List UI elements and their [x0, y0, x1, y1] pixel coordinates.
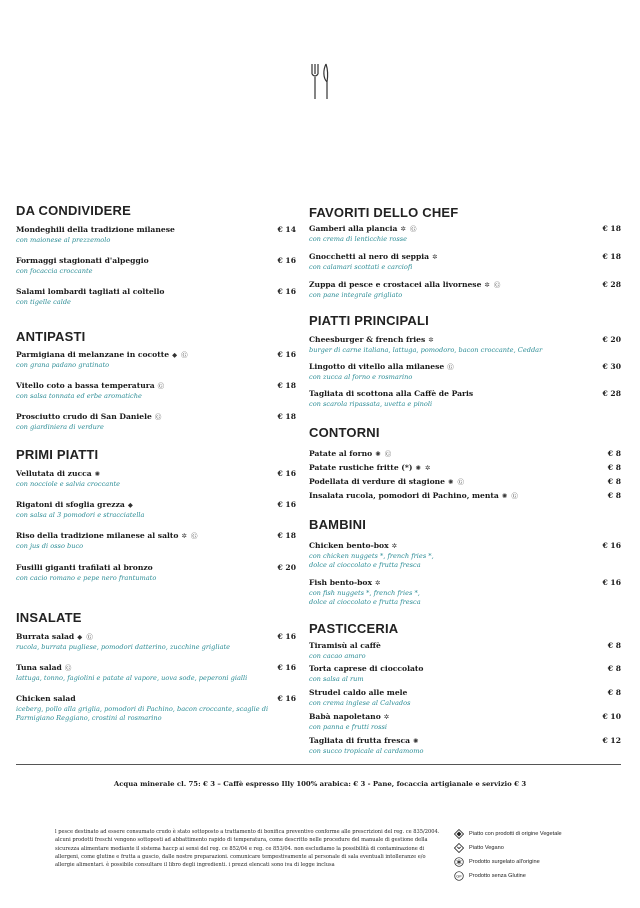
item-name-line	[16, 531, 296, 541]
item-price: € 18	[277, 531, 296, 540]
item-name-line	[16, 225, 296, 235]
item-name-line	[309, 463, 621, 473]
dietary-tags-icon: ◆ Ⓖ	[172, 351, 189, 359]
item-price: € 16	[277, 694, 296, 703]
item-description: con scarola ripassata, uvetta e pinoli	[309, 400, 433, 408]
item-description: con fish nuggets *, french fries *,	[309, 589, 420, 597]
dietary-tags-icon: ✺ Ⓖ	[501, 492, 519, 500]
item-price: € 30	[602, 362, 621, 371]
dietary-tags-icon: ◆	[127, 501, 134, 509]
menu-item	[309, 664, 621, 684]
item-name-line	[16, 694, 296, 704]
item-name: Formaggi stagionati d'alpeggio	[16, 256, 149, 265]
item-description: con jus di osso buco	[16, 542, 84, 550]
dietary-tags-icon: ✲ Ⓖ	[181, 532, 199, 540]
item-name: Salami lombardi tagliati al coltello	[16, 287, 165, 296]
item-price: € 14	[277, 225, 296, 234]
item-price: € 8	[607, 491, 621, 500]
menu-item	[309, 541, 621, 569]
item-name-line	[309, 252, 621, 262]
item-name-line	[309, 389, 621, 399]
item-name-line	[16, 663, 296, 673]
item-description: con salsa al 3 pomodori e stracciatella	[16, 511, 145, 519]
dietary-tags-icon: ✺	[94, 470, 102, 478]
menu-item	[309, 252, 621, 272]
item-name: Zuppa di pesce e crostacei alla livornese	[309, 280, 482, 289]
dietary-tags-icon: ✲	[375, 579, 382, 587]
menu-item	[309, 578, 621, 606]
dietary-tags-icon: ✲	[391, 542, 399, 550]
item-description: con cacio romano e pepe nero frantumato	[16, 574, 157, 582]
section-title: PRIMI PIATTI	[16, 447, 99, 462]
item-price: € 16	[277, 663, 296, 672]
item-name-line	[16, 469, 296, 479]
item-name: Riso della tradizione milanese al salto	[16, 531, 179, 540]
item-price: € 8	[607, 477, 621, 486]
legend-label: Piatto con prodotti di origine Vegetale	[469, 831, 562, 837]
item-description: con pane integrale grigliato	[309, 291, 403, 299]
item-description: con maionese al prezzemolo	[16, 236, 111, 244]
menu-item	[309, 477, 621, 487]
dietary-tags-icon: ✲	[383, 713, 391, 721]
menu-item	[16, 225, 296, 245]
item-price: € 16	[277, 500, 296, 509]
item-price: € 18	[277, 412, 296, 421]
item-description: rucola, burrata pugliese, pomodori datterino, zucchine grigliate	[16, 643, 231, 651]
item-name: Podellata di verdure di stagione	[309, 477, 446, 486]
item-description: con crema inglese al Calvados	[309, 699, 411, 707]
item-price: € 8	[607, 641, 621, 650]
item-name-line	[309, 688, 621, 698]
item-name: Chicken bento-box	[309, 541, 389, 550]
item-name: Cheesburger & french fries	[309, 335, 426, 344]
item-name: Fish bento-box	[309, 578, 373, 587]
section-title: INSALATE	[16, 610, 82, 625]
menu-item	[16, 256, 296, 276]
section-title: CONTORNI	[309, 425, 380, 440]
item-name: Torta caprese di cioccolato	[309, 664, 424, 673]
item-name: Tagliata di scottona alla Caffè de Paris	[309, 389, 474, 398]
menu-item	[16, 663, 296, 683]
item-price: € 8	[607, 664, 621, 673]
menu-item	[309, 491, 621, 501]
item-price: € 20	[277, 563, 296, 572]
item-description: dolce al cioccolato e frutta fresca	[309, 597, 421, 606]
footer-divider	[16, 764, 621, 765]
item-name-line	[16, 632, 296, 642]
menu-item	[16, 694, 296, 722]
item-price: € 18	[277, 381, 296, 390]
dietary-tags-icon: ✺ Ⓖ	[375, 450, 393, 458]
item-name: Burrata salad	[16, 632, 75, 641]
item-name: Rigatoni di sfoglia grezza	[16, 500, 125, 509]
item-price: € 16	[277, 350, 296, 359]
item-name-line	[16, 500, 296, 510]
item-name: Patate rustiche fritte (*)	[309, 463, 413, 472]
item-name-line	[309, 578, 621, 588]
menu-item	[309, 335, 621, 355]
menu-item	[309, 224, 621, 244]
item-name: Strudel caldo alle mele	[309, 688, 408, 697]
item-description: con panna e frutti rossi	[309, 723, 388, 731]
item-name-line	[16, 287, 296, 297]
dietary-tags-icon: Ⓖ	[64, 664, 73, 672]
item-price: € 16	[277, 287, 296, 296]
item-description: con nocciole e salvia croccante	[16, 480, 121, 488]
section-title: BAMBINI	[309, 517, 367, 532]
menu-item	[309, 362, 621, 382]
item-description: con zucca al forno e rosmarino	[309, 373, 413, 381]
section-title: ANTIPASTI	[16, 329, 86, 344]
item-name-line	[16, 381, 296, 391]
legend-item	[454, 827, 624, 841]
menu-item	[309, 712, 621, 732]
item-name-line	[309, 541, 621, 551]
dietary-tags-icon: ✺ ✲	[415, 464, 432, 472]
section-title: DA CONDIVIDERE	[16, 203, 131, 218]
item-name: Parmigiana di melanzane in cocotte	[16, 350, 170, 359]
dietary-tags-icon: Ⓖ	[447, 363, 455, 371]
item-name: Fusilli giganti trafilati al bronzo	[16, 563, 153, 572]
item-name-line	[309, 449, 621, 459]
item-description: con salsa al rum	[309, 675, 364, 683]
dietary-tags-icon: ✲	[428, 336, 435, 344]
svg-text:GF: GF	[456, 873, 462, 879]
menu-item	[16, 381, 296, 401]
item-name: Gnocchetti al nero di seppia	[309, 252, 430, 261]
dietary-tags-icon: ✺ Ⓖ	[448, 478, 466, 486]
item-price: € 16	[602, 541, 621, 550]
item-description: burger di carne italiana, lattuga, pomodoro, bacon croccante, Ceddar	[309, 346, 543, 354]
frozen-icon	[454, 857, 464, 867]
item-price: € 16	[602, 578, 621, 587]
item-description: con cacao amaro	[309, 652, 366, 660]
item-price: € 16	[277, 469, 296, 478]
gluten-free-icon	[454, 871, 464, 881]
menu-item	[16, 632, 296, 652]
item-name: Insalata rucola, pomodori di Pachino, menta	[309, 491, 499, 500]
item-description: dolce al cioccolato e frutta fresca	[309, 560, 421, 569]
dietary-tags-icon: Ⓖ	[157, 382, 166, 390]
vegan-icon	[454, 843, 464, 853]
item-description: con focaccia croccante	[16, 267, 93, 275]
item-name-line	[309, 280, 621, 290]
item-name-line	[16, 412, 296, 422]
menu-item	[16, 563, 296, 583]
dietary-tags-icon: ✲ Ⓖ	[484, 281, 502, 289]
item-price: € 12	[602, 736, 621, 745]
item-description: con chicken nuggets *, french fries *,	[309, 552, 434, 560]
dietary-tags-icon: Ⓖ	[154, 413, 163, 421]
menu-item	[309, 463, 621, 473]
legend-label: Prodotto senza Glutine	[469, 873, 526, 879]
item-name-line	[16, 350, 296, 360]
menu-item	[16, 287, 296, 307]
item-name: Gamberi alla plancia	[309, 224, 398, 233]
menu-item	[309, 389, 621, 409]
item-description: iceberg, pollo alla griglia, pomodori di Pachino, bacon croccante, scaglie di	[16, 705, 269, 713]
item-description: con calamari scottati e carciofi	[309, 263, 413, 271]
item-price: € 20	[602, 335, 621, 344]
legend-label: Piatto Vegano	[469, 845, 504, 851]
item-description: lattuga, tonno, fagiolini e patate al vapore, uova sode, peperoni gialli	[16, 674, 248, 682]
menu-item	[309, 736, 621, 756]
item-name-line	[309, 477, 621, 487]
menu-item	[16, 350, 296, 370]
item-name-line	[16, 256, 296, 266]
section-title: PASTICCERIA	[309, 621, 399, 636]
item-name-line	[309, 712, 621, 722]
item-name: Vitello coto a bassa temperatura	[16, 381, 155, 390]
item-name: Tiramisù al caffè	[309, 641, 381, 650]
item-price: € 28	[602, 280, 621, 289]
section-title: FAVORITI DELLO CHEF	[309, 205, 459, 220]
item-name: Chicken salad	[16, 694, 76, 703]
item-name-line	[309, 335, 621, 345]
legend-item	[454, 841, 624, 855]
menu-item	[309, 641, 621, 661]
dietary-tags-icon: ✲	[432, 253, 439, 261]
item-name: Vellutata di zucca	[16, 469, 92, 478]
item-description: con salsa tonnata ed erbe aromatiche	[16, 392, 142, 400]
item-name-line	[309, 736, 621, 746]
item-name: Prosciutto crudo di San Daniele	[16, 412, 152, 421]
legend-label: Prodotto surgelato all'origine	[469, 859, 540, 865]
item-name: Babà napoletano	[309, 712, 381, 721]
item-name: Lingotto di vitello alla milanese	[309, 362, 445, 371]
item-price: € 16	[277, 256, 296, 265]
item-price: € 8	[607, 688, 621, 697]
item-name-line	[309, 491, 621, 501]
item-description: Parmigiano Reggiano, crostini al rosmarino	[16, 713, 162, 722]
legal-notice: l pesce destinato ad essere consumato crudo è stato sottoposto a trattamento di bonifica preventivo conforme alle prescrizioni del reg. ce 835/2004. alcuni prodotti freschi vengono sottoposti ad abbattimento rapido di temperatura, come descritto nelle procedure del manuale di gestione della sicurezza alimentare mediante il sistema haccp ai sensi del reg. ce 852/04 e reg. ce 853/04. non escludiamo la possibilità di contaminazione di allergeni, come glutine e frutta a guscio, dalle nostre preparazioni. comunicare tempestivamente al personale di sala eventuali intolleranze e/o allergie alimentari. è possibile consultare il libro degli ingredienti. i prezzi elencati sono iva di legge inclusa	[55, 829, 440, 869]
section-title: PIATTI PRINCIPALI	[309, 313, 429, 328]
legend-item	[454, 855, 624, 869]
item-price: € 18	[602, 224, 621, 233]
dietary-tags-icon: ◆ Ⓖ	[77, 633, 94, 641]
item-name-line	[309, 641, 621, 651]
item-name: Mondeghili della tradizione milanese	[16, 225, 175, 234]
legend	[454, 827, 624, 883]
menu-item	[16, 469, 296, 489]
menu-item	[309, 688, 621, 708]
item-description: con grana padano gratinato	[16, 361, 110, 369]
legend-item	[454, 869, 624, 883]
item-price: € 16	[277, 632, 296, 641]
dietary-tags-icon: ✲ Ⓖ	[400, 225, 418, 233]
item-name: Tuna salad	[16, 663, 62, 672]
menu-item	[309, 280, 621, 300]
dietary-tags-icon: ✺	[413, 737, 420, 745]
item-name-line	[309, 224, 621, 234]
item-price: € 28	[602, 389, 621, 398]
diamond-icon	[454, 829, 464, 839]
cutlery-logo-icon	[304, 60, 338, 102]
menu-item	[309, 449, 621, 459]
item-name-line	[309, 664, 621, 674]
extras-line: Acqua minerale cl. 75: € 3 – Caffè espresso Illy 100% arabica: € 3 - Pane, focaccia artigianale e servizio € 3	[113, 780, 527, 788]
item-description: con tigelle calde	[16, 298, 71, 306]
menu-item	[16, 531, 296, 551]
item-price: € 10	[602, 712, 621, 721]
item-description: con succo tropicale al cardamomo	[309, 747, 424, 755]
menu-item	[16, 412, 296, 432]
item-name-line	[309, 362, 621, 372]
item-name: Tagliata di frutta fresca	[309, 736, 411, 745]
item-price: € 18	[602, 252, 621, 261]
item-price: € 8	[607, 449, 621, 458]
item-name: Patate al forno	[309, 449, 373, 458]
item-price: € 8	[607, 463, 621, 472]
item-description: con giardiniera di verdure	[16, 423, 104, 431]
menu-item	[16, 500, 296, 520]
item-name-line	[16, 563, 296, 573]
item-description: con crema di lenticchie rosse	[309, 235, 408, 243]
